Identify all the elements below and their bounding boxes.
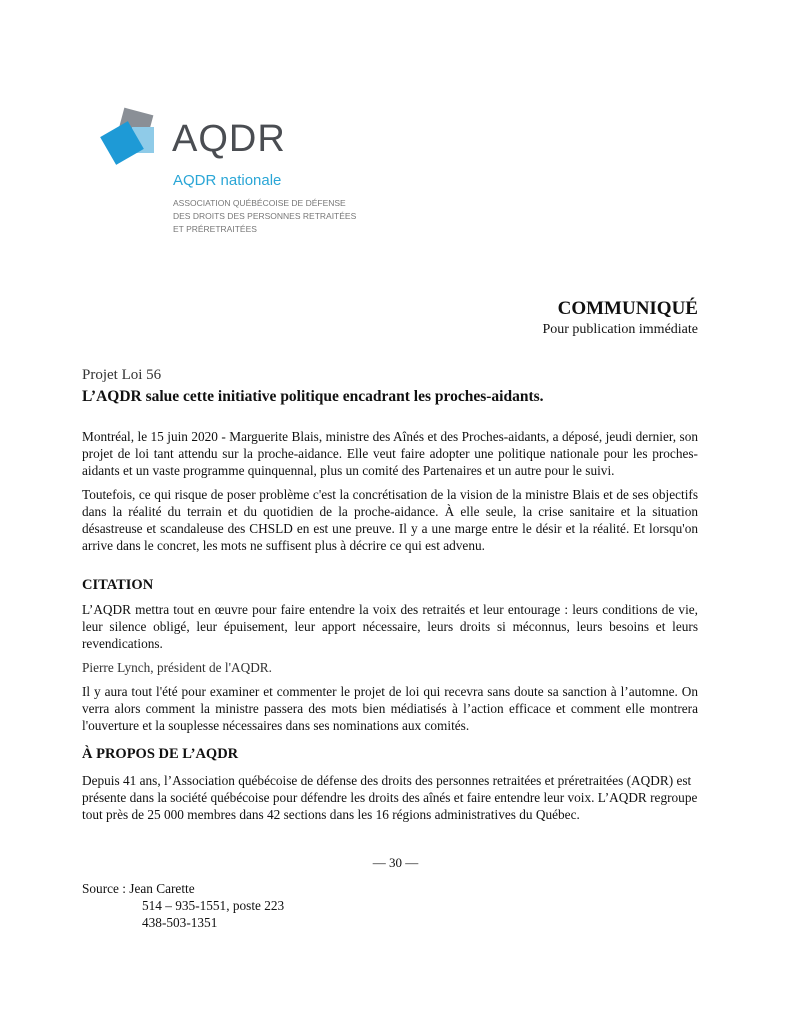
quote: L’AQDR mettra tout en œuvre pour faire entendre la voix des retraités et leur entourage : leurs conditions de vie, leur silence obligé, leur épuisement, leur apport nécessaire, leurs droits si méconnus, leurs besoins et leurs revendications. [82,602,698,651]
logo-desc-line: ET PRÉRETRAITÉES [173,224,257,234]
paragraph: Montréal, le 15 juin 2020 - Marguerite Blais, ministre des Aînés et des Proches-aidants, a déposé, jeudi dernier, son projet de loi tant attendu sur la proche-aidance. Elle veut faire adopter une politique nationale pour les proches-aidants et un vaste programme quinquennal, plus un comité des Partenaires et un autre pour le suivi. [82,429,698,478]
end-marker: — 30 — [372,855,419,870]
about-heading: À PROPOS DE L’AQDR [82,746,239,762]
logo-desc-line: ASSOCIATION QUÉBÉCOISE DE DÉFENSE [173,198,346,208]
logo-desc-line: DES DROITS DES PERSONNES RETRAITÉES [173,211,357,221]
document-title: COMMUNIQUÉ [557,298,698,319]
phone-2: 438-503-1351 [142,915,218,930]
paragraph: Toutefois, ce qui risque de poser problème c'est la concrétisation de la vision de la ministre Blais et de ses objectifs dans la réalité du terrain et du quotidien de la proche-aidance. À elle seule, la crise sanitaire et la situation désastreuse et scandaleuse des CHSLD en est une preuve. Il y a une marge entre le désir et la réalité. Et lorsqu'on arrive dans le concret, les mots ne suffisent plus à décrire ce qui est advenu. [82,487,698,553]
intro-text [82,428,698,561]
source-label: Source : Jean Carette [82,881,195,896]
citation-section [82,601,698,741]
document-subtitle: Pour publication immédiate [542,322,698,337]
logo-description [173,197,356,236]
logo-subtitle: AQDR nationale [173,172,282,189]
about-text: Depuis 41 ans, l’Association québécoise de défense des droits des personnes retraitées et préretraitées (AQDR) est présente dans la société québécoise pour défendre les droits des aînés et faire entendre leur voix. L’AQDR regroupe tout près de 25 000 membres dans 42 sections dans les 16 régions administratives du Québec. [82,773,698,822]
headline: L’AQDR salue cette initiative politique encadrant les proches-aidants. [82,388,544,405]
aqdr-logo-mark [100,105,170,170]
paragraph: Il y aura tout l'été pour examiner et commenter le projet de loi qui recevra sans doute sa sanction à l’automne. On verra alors comment la ministre passera des mots bien médiatisés à l’action efficace et comment elle montrera l'ouverture et la souplesse nécessaires dans ses nominations aux comités. [82,684,698,733]
logo-title: AQDR [172,118,286,160]
citation-heading: CITATION [82,577,154,593]
quote-author: Pierre Lynch, président de l'AQDR. [82,660,272,675]
project-label: Projet Loi 56 [82,367,162,383]
phone-1: 514 – 935-1551, poste 223 [142,898,285,913]
source-contact [82,880,284,931]
